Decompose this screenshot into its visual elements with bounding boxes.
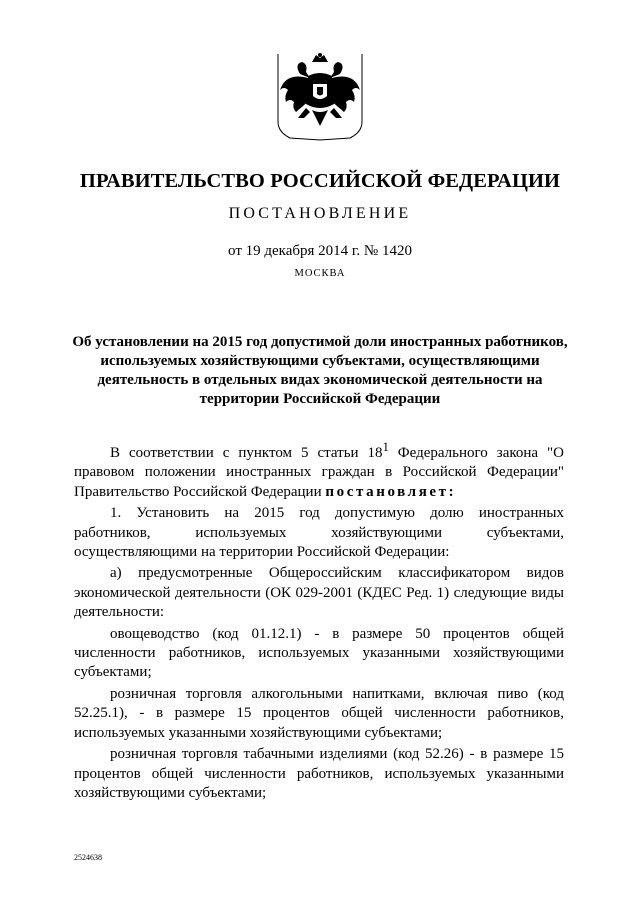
activity-vegetable-growing: овощеводство (код 01.12.1) - в размере 50 процентов общей численности работников, используемых указанными хозяйствующими субъектами; (74, 625, 564, 681)
clause-1: 1. Установить на 2015 год допустимую долю иностранных работников, используемых хозяйствующими субъектами, осуществляющими на территории Российской Федерации: (74, 505, 564, 561)
government-title: ПРАВИТЕЛЬСТВО РОССИЙСКОЙ ФЕДЕРАЦИИ (79, 170, 561, 192)
activity-alcohol-retail: розничная торговля алкогольными напитками, включая пиво (код 52.25.1), - в размере 15 процентов общей численности работников, используемых указанными хозяйствующими субъектами; (74, 685, 564, 741)
city-name: МОСКВА (294, 268, 346, 279)
article-superscript: 1 (382, 440, 389, 454)
document-body (74, 438, 564, 805)
document-date-number: от 19 декабря 2014 г. № 1420 (228, 243, 412, 259)
document-code: 2524638 (74, 853, 102, 862)
intro-text-a: В соответствии с пунктом 5 статьи 18 (110, 445, 383, 461)
document-title: Об установлении на 2015 год допустимой доли иностранных работников, используемых хозяйствующими субъектами, осуществляющими деятельность в отдельных видах экономической деятельности на территории Российской Федерации (72, 334, 568, 407)
intro-text-b: Федерального закона "О правовом положении иностранных граждан в Российской Федерации" Правительство Российской Федерации (74, 445, 565, 500)
decree-word: постановляет: (325, 483, 457, 500)
coat-of-arms-icon (276, 52, 364, 142)
activity-tobacco-retail: розничная торговля табачными изделиями (код 52.26) - в размере 15 процентов общей численности работников, используемых указанными хозяйствующими субъектами; (74, 746, 564, 801)
clause-1a: а) предусмотренные Общероссийским классификатором видов экономической деятельности (ОК 029-2001 (КДЕС Ред. 1) следующие виды деятельности: (74, 565, 564, 621)
document-type: ПОСТАНОВЛЕНИЕ (228, 205, 412, 222)
intro-paragraph (74, 438, 564, 502)
